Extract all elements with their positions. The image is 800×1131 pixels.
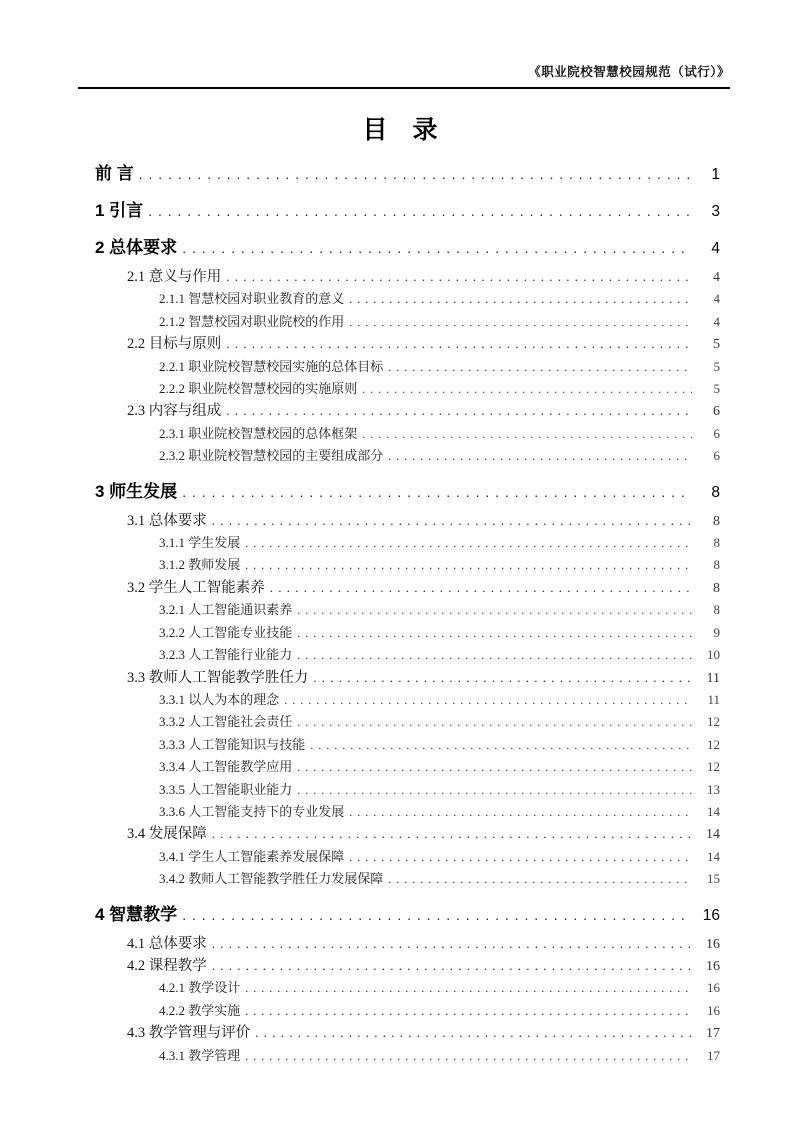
dot-leader-icon	[148, 199, 692, 224]
toc-entry-label: 前 言	[95, 164, 134, 183]
toc-entry-label: 3.2.1 人工智能通识素养	[159, 602, 293, 618]
toc-entry-page: 11	[706, 670, 720, 686]
toc-entry[interactable]	[95, 622, 720, 644]
toc-entry[interactable]	[95, 554, 720, 576]
toc-entry-label: 2.3.1 职业院校智慧校园的总体框架	[159, 425, 358, 441]
toc-entry-label: 3.4 发展保障	[127, 826, 207, 843]
toc-entry-page: 5	[713, 381, 720, 397]
dot-leader-icon	[245, 1001, 692, 1022]
toc-entry[interactable]	[95, 161, 720, 187]
toc-entry-page: 8	[713, 602, 720, 618]
dot-leader-icon	[245, 555, 692, 576]
toc-entry-page: 1	[711, 166, 720, 183]
toc-entry-page: 16	[707, 1002, 720, 1018]
toc-entry[interactable]	[95, 599, 720, 621]
toc-entry[interactable]	[95, 977, 720, 999]
toc-entry-label: 2.2.2 职业院校智慧校园的实施原则	[159, 381, 358, 397]
toc-entry-page: 4	[711, 240, 720, 257]
toc-entry[interactable]	[95, 333, 720, 355]
toc-entry-label: 3.4.1 学生人工智能素养发展保障	[159, 848, 345, 864]
dot-leader-icon	[212, 933, 692, 954]
toc-entry[interactable]	[95, 577, 720, 599]
toc-entry-page: 4	[713, 313, 720, 329]
toc-entry-label: 4 智慧教学	[95, 904, 178, 924]
toc-entry-page: 12	[707, 714, 720, 730]
toc-entry-label: 2.2 目标与原则	[127, 336, 222, 353]
toc-entry-page: 17	[706, 1026, 720, 1042]
dot-leader-icon	[349, 802, 692, 823]
dot-leader-icon	[226, 400, 692, 421]
toc-entry-label: 3.3 教师人工智能教学胜任力	[127, 669, 309, 686]
dot-leader-icon	[349, 312, 692, 333]
dot-leader-icon	[245, 978, 692, 999]
toc-entry-label: 3.2.2 人工智能专业技能	[159, 624, 293, 640]
toc-entry-page: 12	[707, 736, 720, 752]
dot-leader-icon	[182, 236, 692, 261]
toc-list	[95, 150, 720, 1067]
toc-entry-page: 8	[713, 580, 720, 596]
toc-entry-page: 16	[702, 906, 720, 924]
toc-entry[interactable]	[95, 311, 720, 333]
toc-entry-label: 3.2 学生人工智能素养	[127, 579, 265, 596]
dot-leader-icon	[245, 533, 692, 554]
dot-leader-icon	[297, 780, 692, 801]
toc-entry-label: 3.3.6 人工智能支持下的专业发展	[159, 803, 345, 819]
toc-entry[interactable]	[95, 734, 720, 756]
toc-entry[interactable]	[95, 689, 720, 711]
toc-entry[interactable]	[95, 1000, 720, 1022]
toc-entry[interactable]	[95, 356, 720, 378]
toc-entry[interactable]	[95, 1045, 720, 1067]
toc-entry-label: 4.2.1 教学设计	[159, 980, 241, 996]
toc-entry-label: 3.3.1 以人为本的理念	[159, 691, 280, 707]
dot-leader-icon	[349, 847, 692, 868]
toc-entry[interactable]	[95, 1022, 720, 1044]
toc-entry-page: 16	[706, 958, 720, 974]
toc-entry-label: 3 师生发展	[95, 481, 178, 501]
toc-entry[interactable]	[95, 667, 720, 689]
toc-entry-page: 8	[713, 535, 720, 551]
toc-entry-page: 5	[713, 358, 720, 374]
toc-entry-page: 4	[713, 270, 720, 285]
toc-entry[interactable]	[95, 266, 720, 288]
toc-entry-label: 2.3.2 职业院校智慧校园的主要组成部分	[159, 448, 384, 464]
toc-entry-page: 3	[711, 203, 720, 220]
dot-leader-icon	[362, 424, 692, 445]
dot-leader-icon	[388, 357, 692, 378]
toc-entry[interactable]	[95, 532, 720, 554]
toc-entry[interactable]	[95, 235, 720, 261]
toc-entry[interactable]	[95, 400, 720, 422]
toc-entry-page: 14	[706, 827, 720, 843]
toc-entry-page: 6	[713, 425, 720, 441]
dot-leader-icon	[297, 645, 692, 666]
dot-leader-icon	[362, 379, 692, 400]
toc-entry[interactable]	[95, 823, 720, 845]
toc-entry-label: 2.1.2 智慧校园对职业院校的作用	[159, 313, 345, 329]
toc-entry-label: 4.1 总体要求	[127, 935, 207, 952]
toc-entry-page: 5	[713, 337, 720, 353]
dot-leader-icon	[270, 577, 692, 598]
toc-entry-page: 9	[713, 624, 720, 640]
toc-entry-page: 12	[707, 759, 720, 775]
toc-entry[interactable]	[95, 933, 720, 955]
dot-leader-icon	[284, 690, 692, 711]
toc-entry-label: 1 引言	[95, 201, 144, 220]
toc-entry[interactable]	[95, 510, 720, 532]
toc-entry-page: 16	[707, 980, 720, 996]
toc-entry[interactable]	[95, 423, 720, 445]
toc-entry[interactable]	[95, 445, 720, 467]
toc-entry-label: 2.1.1 智慧校园对职业教育的意义	[159, 291, 345, 307]
toc-entry-page: 17	[707, 1047, 720, 1063]
toc-entry-page: 14	[707, 848, 720, 864]
toc-entry[interactable]	[95, 756, 720, 778]
toc-entry-label: 3.1 总体要求	[127, 512, 207, 529]
dot-leader-icon	[212, 510, 692, 531]
toc-entry-label: 3.2.3 人工智能行业能力	[159, 647, 293, 663]
dot-leader-icon	[297, 757, 692, 778]
dot-leader-icon	[182, 903, 692, 928]
toc-entry-page: 8	[713, 513, 720, 529]
toc-entry-label: 2.3 内容与组成	[127, 403, 222, 420]
toc-entry-label: 3.3.4 人工智能教学应用	[159, 759, 293, 775]
toc-entry[interactable]	[95, 288, 720, 310]
dot-leader-icon	[182, 480, 692, 505]
toc-entry[interactable]	[95, 846, 720, 868]
toc-entry-page: 8	[711, 483, 720, 501]
page-title: 目 录	[362, 116, 438, 144]
dot-leader-icon	[245, 1046, 692, 1067]
dot-leader-icon	[226, 333, 692, 354]
toc-entry-page: 15	[707, 871, 720, 887]
toc-entry[interactable]	[95, 378, 720, 400]
toc-entry-label: 3.3.5 人工智能职业能力	[159, 781, 293, 797]
toc-entry-page: 8	[713, 557, 720, 573]
toc-entry[interactable]	[95, 711, 720, 733]
toc-entry-label: 2.1 意义与作用	[127, 269, 222, 285]
dot-leader-icon	[212, 955, 692, 976]
toc-entry[interactable]	[95, 779, 720, 801]
dot-leader-icon	[297, 712, 692, 733]
dot-leader-icon	[388, 446, 692, 467]
toc-entry[interactable]	[95, 479, 720, 505]
toc-entry-label: 4.3 教学管理与评价	[127, 1025, 251, 1042]
dot-leader-icon	[310, 735, 692, 756]
toc-entry-label: 4.2.2 教学实施	[159, 1002, 241, 1018]
toc-entry-page: 16	[706, 936, 720, 952]
dot-leader-icon	[313, 667, 692, 688]
toc-entry-label: 2.2.1 职业院校智慧校园实施的总体目标	[159, 358, 384, 374]
toc-entry[interactable]	[95, 644, 720, 666]
toc-entry-page: 10	[707, 647, 720, 663]
toc-entry[interactable]	[95, 868, 720, 890]
toc-entry[interactable]	[95, 198, 720, 224]
dot-leader-icon	[226, 266, 692, 287]
toc-entry[interactable]	[95, 801, 720, 823]
dot-leader-icon	[349, 289, 692, 310]
dot-leader-icon	[212, 823, 692, 844]
dot-leader-icon	[139, 162, 692, 187]
toc-entry-label: 4.3.1 教学管理	[159, 1047, 241, 1063]
toc-entry-page: 6	[713, 448, 720, 464]
toc-entry[interactable]	[95, 902, 720, 928]
dot-leader-icon	[255, 1022, 692, 1043]
toc-entry-label: 3.3.2 人工智能社会责任	[159, 714, 293, 730]
toc-entry-label: 3.4.2 教师人工智能教学胜任力发展保障	[159, 871, 384, 887]
dot-leader-icon	[388, 869, 692, 890]
toc-entry-label: 3.1.2 教师发展	[159, 557, 241, 573]
toc-entry-label: 3.1.1 学生发展	[159, 535, 241, 551]
running-header: 《职业院校智慧校园规范（试行）》	[528, 65, 730, 79]
dot-leader-icon	[297, 600, 692, 621]
toc-entry-label: 4.2 课程教学	[127, 957, 207, 974]
header-rule	[78, 87, 730, 89]
toc-entry[interactable]	[95, 955, 720, 977]
toc-entry-page: 14	[707, 803, 720, 819]
toc-entry-label: 3.3.3 人工智能知识与技能	[159, 736, 306, 752]
toc-entry-page: 11	[707, 691, 720, 707]
toc-entry-page: 13	[707, 781, 720, 797]
toc-entry-label: 2 总体要求	[95, 238, 178, 257]
dot-leader-icon	[297, 623, 692, 644]
toc-entry-page: 6	[713, 404, 720, 420]
toc-entry-page: 4	[713, 291, 720, 307]
